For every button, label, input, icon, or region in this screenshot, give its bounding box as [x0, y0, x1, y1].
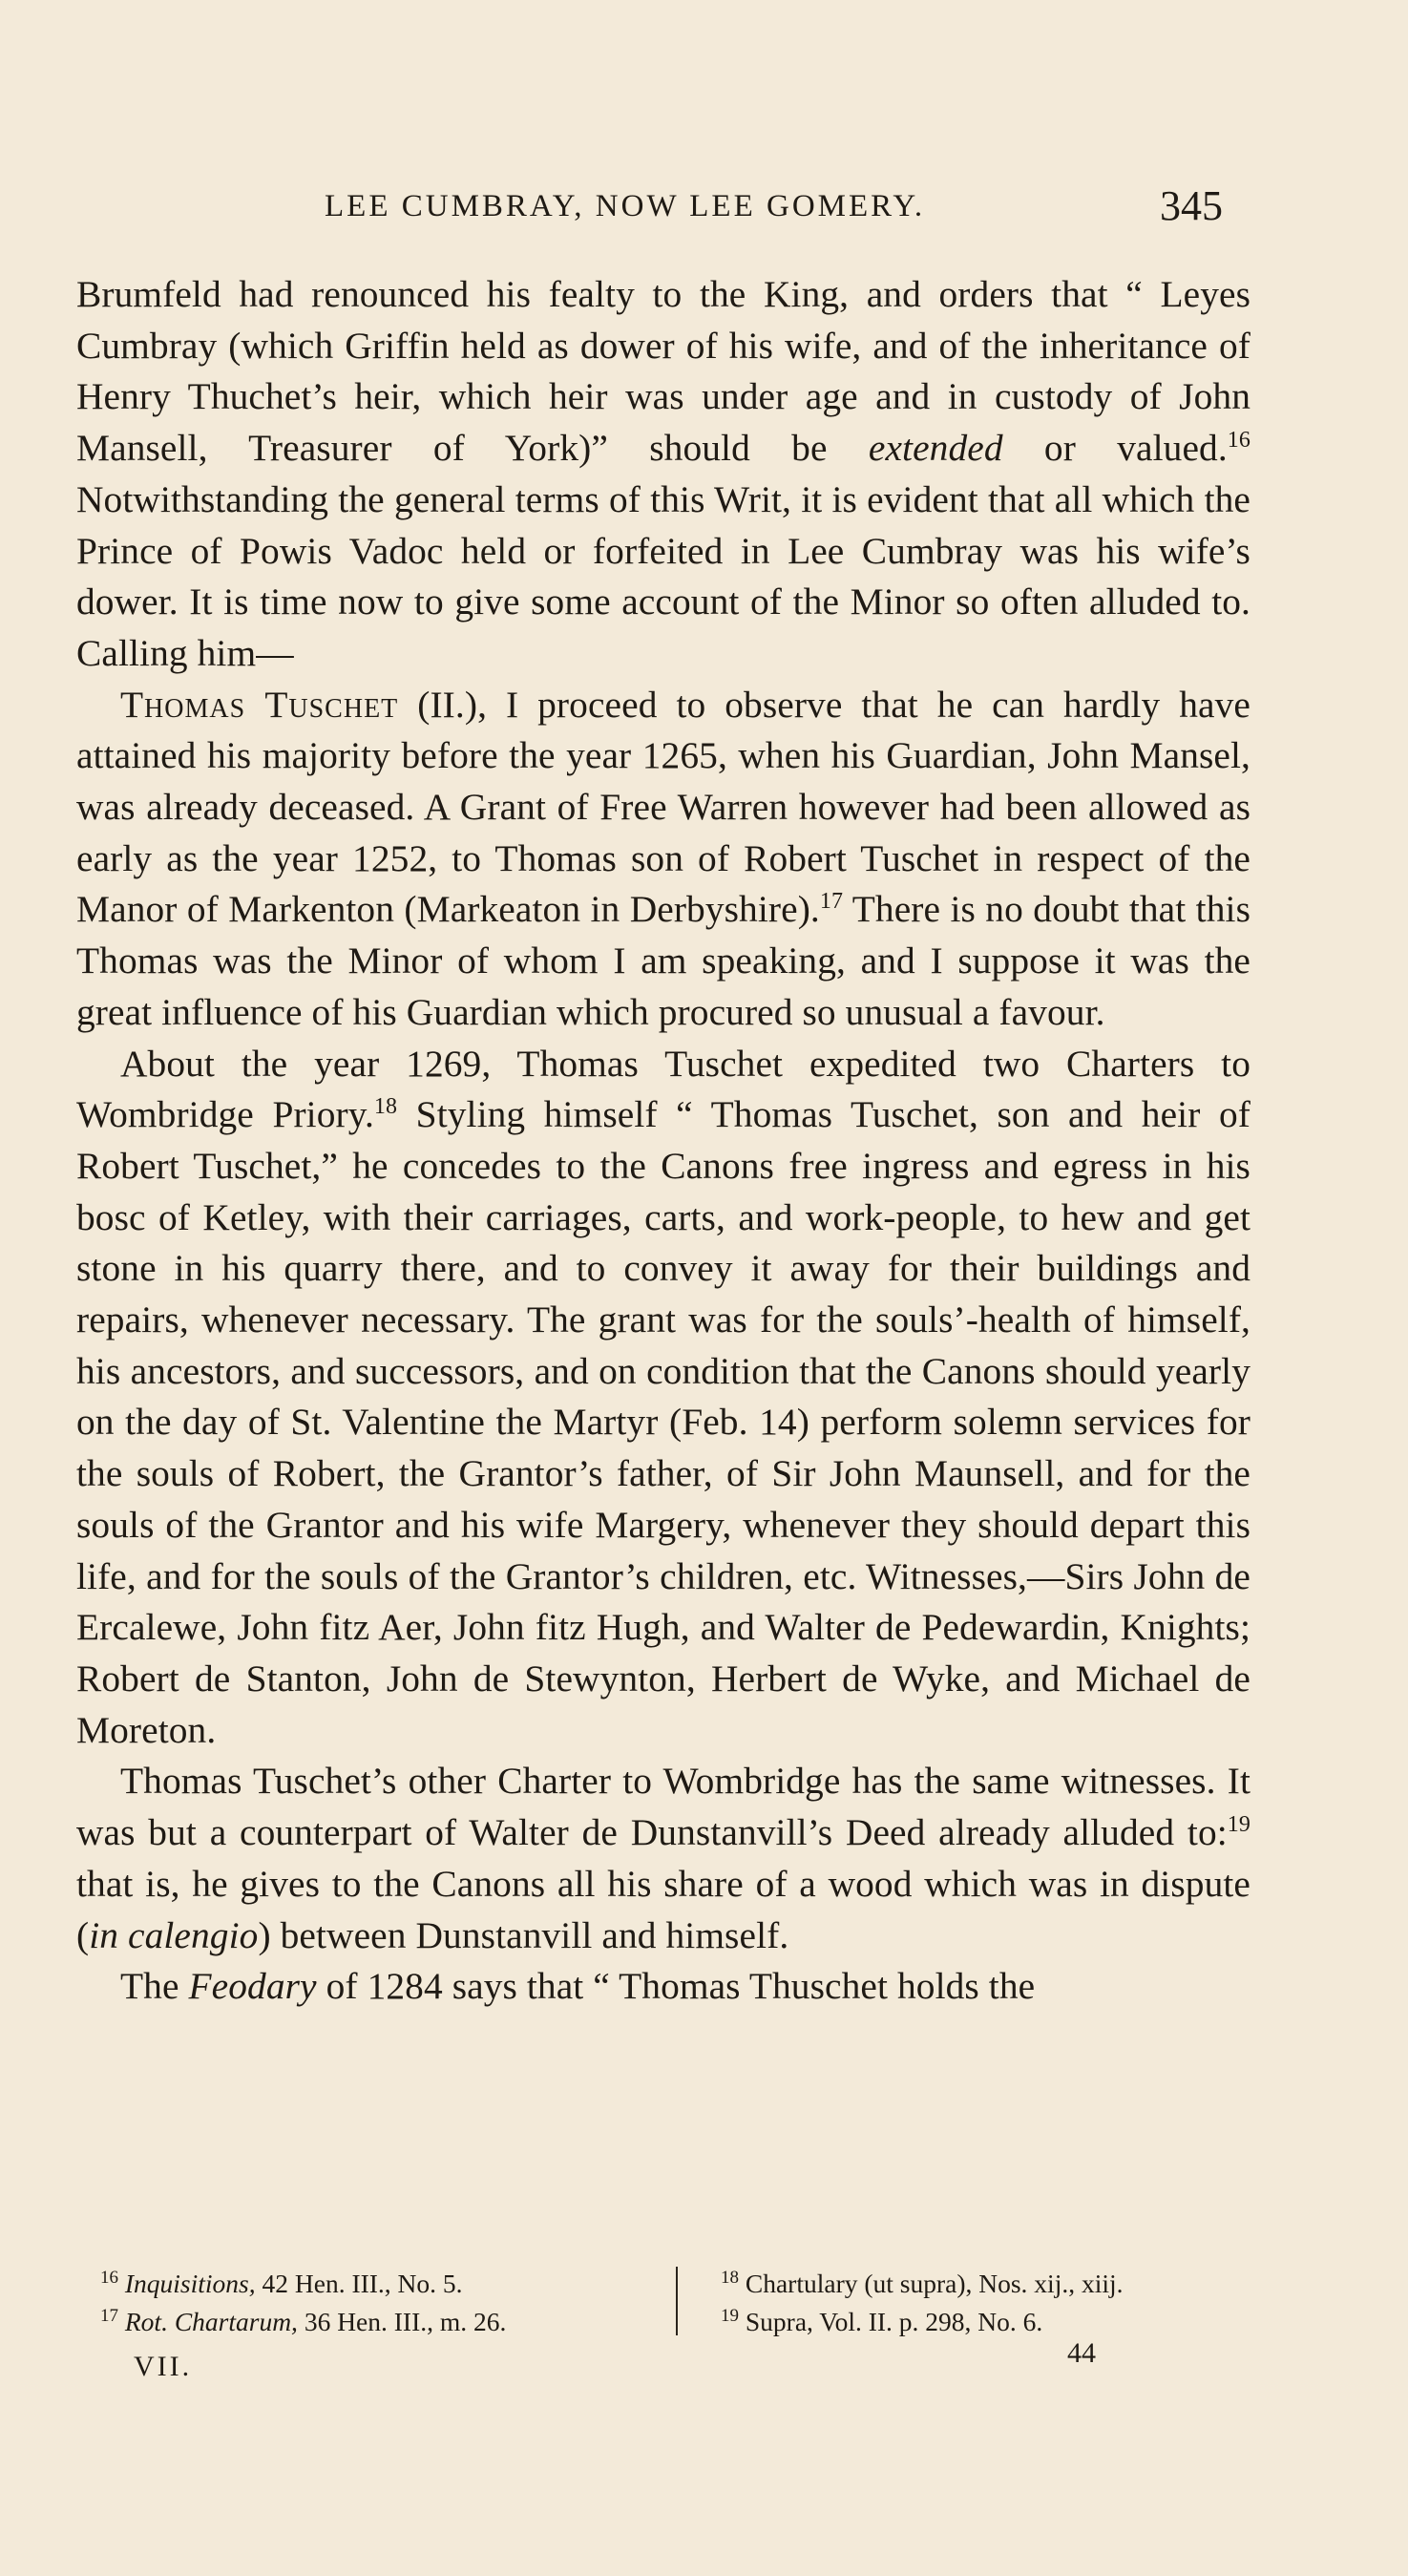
signature-mark: VII.: [134, 2351, 193, 2382]
paragraph-4-text-a: Thomas Tuschet’s other Charter to Wombridge has the same witnesses. It was but a counterpart of Walter de Dunstanvill’s Deed already alluded to:: [76, 1760, 1250, 1854]
footnote-16-source: Inquisitions,: [124, 2269, 256, 2298]
leaf-number: 44: [1067, 2337, 1096, 2369]
body-text: [76, 269, 1250, 2013]
paragraph-1-text-a: Brumfeld had renounced his fealty to the King, and orders that “ Leyes Cumbray (which Griffin held as dower of his wife, and of the inheritance of Henry Thuchet’s heir, which heir was under age and in custody of John Mansell, Treasurer of York)” should be: [76, 273, 1250, 470]
running-title: LEE CUMBRAY, NOW LEE GOMERY.: [325, 189, 926, 223]
paragraph-1-text-c: or valued.: [1002, 427, 1228, 470]
paragraph-4-text-b: that is, he gives to the Canons all his share of a wood which was in dispute (: [76, 1862, 1250, 1956]
footnote-17: [100, 2303, 673, 2341]
paragraph-1-italic: extended: [868, 427, 1003, 470]
paragraph-5-italic: Feodary: [188, 1965, 317, 2008]
footnote-17-text: 36 Hen. III., m. 26.: [297, 2307, 507, 2336]
paragraph-5-text-a: The: [120, 1965, 189, 2008]
footnote-19-text: Supra, Vol. II. p. 298, No. 6.: [739, 2307, 1043, 2336]
paragraph-2: [76, 680, 1250, 1039]
footnote-ref-19: 19: [1227, 1811, 1250, 1837]
paragraph-3-text-b: Styling himself “ Thomas Tuschet, son and heir of Robert Tuschet,” he concedes to the Canons free ingress and egress in his bosc of Ketley, with their carriages, carts, and work-people, to hew and get stone in his quarry there, and to convey it away for their buildings and repairs, whenever necessary. The grant was for the souls’-health of himself, his ancestors, and successors, and on condition that the Canons should yearly on the day of St. Valentine the Martyr (Feb. 14) perform solemn services for the souls of Robert, the Grantor’s father, of Sir John Maunsell, and for the souls of the Grantor and his wife Margery, whenever they should depart this life, and for the souls of the Grantor’s children, etc. Witnesses,—Sirs John de Ercalewe, John fitz Aer, John fitz Hugh, and Walter de Pedewardin, Knights; Robert de Stanton, John de Stewynton, Herbert de Wyke, and Michael de Moreton.: [76, 1093, 1250, 1751]
paragraph-5-text-c: of 1284 says that “ Thomas Thuschet holds the: [316, 1965, 1036, 2008]
paragraph-3: [76, 1039, 1250, 1757]
footnote-17-source: Rot. Chartarum,: [124, 2307, 298, 2336]
footnote-divider: [676, 2267, 678, 2335]
paragraph-2-text-b: There is no doubt that this Thomas was the Minor of whom I am speaking, and I suppose it was the great influence of his Guardian which procured so unusual a favour.: [76, 888, 1250, 1033]
footnote-ref-16: 16: [1227, 427, 1250, 453]
footnotes: [100, 2265, 1265, 2336]
page-header: [0, 181, 1408, 239]
footnotes-right-column: [721, 2265, 1274, 2341]
paragraph-4: [76, 1756, 1250, 1961]
paragraph-2-name: Thomas Tuschet: [120, 683, 399, 726]
page-number: 345: [1160, 182, 1223, 229]
footnote-ref-17: 17: [819, 889, 844, 915]
footnote-16-text: 42 Hen. III., No. 5.: [255, 2269, 463, 2298]
footnotes-left-column: [100, 2265, 673, 2341]
footnote-17-number: 17: [100, 2305, 118, 2326]
footnote-19-number: 19: [721, 2305, 739, 2326]
paragraph-4-text-d: ) between Dunstanvill and himself.: [258, 1913, 789, 1956]
footnote-18: [721, 2265, 1274, 2303]
paragraph-2-text-a: (II.), I proceed to observe that he can hardly have attained his majority before the year 1265, when his Guardian, John Mansel, was already deceased. A Grant of Free Warren however had been allowed as early as the year 1252, to Thomas son of Robert Tuschet in respect of the Manor of Markenton (Markeaton in Derbyshire).: [76, 683, 1250, 931]
footnote-19: [721, 2303, 1274, 2341]
paragraph-5: [76, 1961, 1250, 2013]
footnote-18-text: Chartulary (ut supra), Nos. xij., xiij.: [739, 2269, 1124, 2298]
paragraph-1-text-d: Notwithstanding the general terms of this Writ, it is evident that all which the Prince of Powis Vadoc held or forfeited in Lee Cumbray was his wife’s dower. It is time now to give some account of the Minor so often alluded to. Calling him—: [76, 477, 1250, 674]
footnote-16-number: 16: [100, 2267, 118, 2288]
footnote-ref-18: 18: [373, 1094, 398, 1120]
footnote-16: [100, 2265, 673, 2303]
paragraph-4-italic: in calengio: [89, 1913, 259, 1956]
paragraph-3-text-a: About the year 1269, Thomas Tuschet expedited two Charters to Wombridge Priory.: [76, 1042, 1250, 1136]
paragraph-1: [76, 269, 1250, 680]
footnote-18-number: 18: [721, 2267, 739, 2288]
